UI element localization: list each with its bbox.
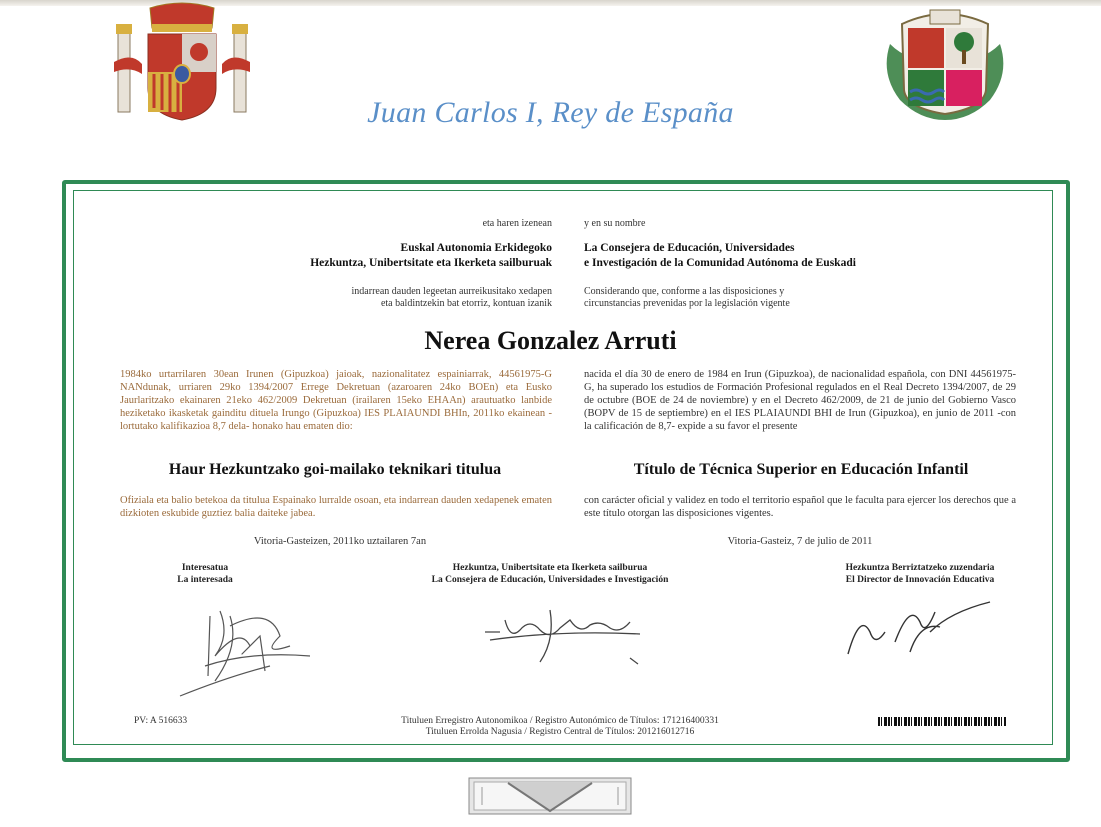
pv-code: PV: A 516633 [134,716,188,726]
eu-place-date: Vitoria-Gasteizen, 2011ko uztailaren 7an [253,536,427,547]
signatory-interested-eu: Interesatua [181,563,229,573]
student-name: Nerea Gonzalez Arruti [424,326,677,355]
consejera-signature-icon [480,600,650,670]
signatory-consejera [400,562,700,586]
interested-signature-icon [170,596,320,706]
signatory-consejera-eu: Hezkuntza, Unibertsitate eta Ikerketa sailburua [452,563,648,573]
eu-considering-line2: eta baldintzekin bat etorriz, kontuan izanik [380,298,552,309]
es-considering-line2: circunstancias prevenidas por la legislación vigente [584,298,790,309]
barcode-icon [878,717,1006,726]
eu-authority-line1: Euskal Autonomia Erkidegoko [400,242,552,254]
signatory-director-es: El Director de Innovación Educativa [845,575,995,585]
eu-degree-title: Haur Hezkuntzako goi-mailako teknikari titulua [168,461,502,478]
es-place-date: Vitoria-Gasteiz, 7 de julio de 2011 [727,536,873,547]
signatory-interested [130,562,280,586]
signatory-director-eu: Hezkuntza Berriztatzeko zuzendaria [845,563,995,573]
registry-autonomic: Tituluen Erregistro Autonomikoa / Registro Autonómico de Títulos: 171216400331 [401,716,719,726]
signatory-director [800,562,1040,586]
eu-considering-line1: indarrean dauden legeetan aurreikusitako xedapen [351,286,552,297]
es-degree-title: Título de Técnica Superior en Educación Infantil [633,461,969,478]
eu-prefix: eta haren izenean [482,218,552,229]
es-validity: con carácter oficial y validez en todo el territorio español que le faculta para ejercer los derechos que a este título otorgan las disposiciones vigentes. [584,495,1016,519]
es-prefix: y en su nombre [584,218,646,229]
registry-info [330,716,790,738]
signatory-consejera-es: La Consejera de Educación, Universidades e Investigación [431,575,669,585]
eu-validity: Ofiziala eta balio betekoa da titulua Espainako lurralde osoan, eta indarrean dauden xedapenek ematen dizkioten eskubide guztiez balia daiteke jabea. [120,495,552,519]
director-signature-icon [840,592,1000,662]
signatory-interested-es: La interesada [177,575,233,585]
es-authority-line1: La Consejera de Educación, Universidades [584,242,795,254]
eu-details: 1984ko urtarrilaren 30ean Irunen (Gipuzkoa) jaioak, nazionalitatez espainiarrak, 44561975-G NANdunak, urriaren 29ko 1394/2007 Errege Dekretuan (azaroaren 24ko BOEn) eta Eusko Jaurlaritzako ekainaren 21eko 462/2009 Dekretuan (irailaren 15eko EHAAn) arautuatko lanbide heziketako ikasketak gainditu dituela Irungo (Gipuzkoa) IES PLAIAUNDI BHIn, 2011ko ekainean -lortutako kalifikazioa 8,7 dela- honako hau ematen dio: [120,369,552,432]
es-authority-line2: e Investigación de la Comunidad Autónoma de Euskadi [584,257,856,269]
es-considering-line1: Considerando que, conforme a las disposiciones y [584,286,785,297]
royal-title: Juan Carlos I, Rey de España [367,96,734,129]
es-details: nacida el día 30 de enero de 1984 en Irun (Gipuzkoa), de nacionalidad española, con DNI 44561975-G, ha superado los estudios de Formación Profesional regulados en el Real Decreto 1394/2007, de 29 de octubre (BOE de 24 de noviembre) y en el Decreto 462/2009, de 21 de junio del Gobierno Vasco (BOPV de 15 de septiembre) en el IES PLAIAUNDI BHI de Irun (Gipuzkoa), en junio de 2011 -con la calificación de 8,7- expide a su favor el presente [584,369,1016,432]
registry-central: Tituluen Errolda Nagusia / Registro Central de Títulos: 201216012716 [425,727,695,737]
bottom-seal-icon [468,777,632,815]
eu-authority-line2: Hezkuntza, Unibertsitate eta Ikerketa sailburuak [310,257,552,269]
